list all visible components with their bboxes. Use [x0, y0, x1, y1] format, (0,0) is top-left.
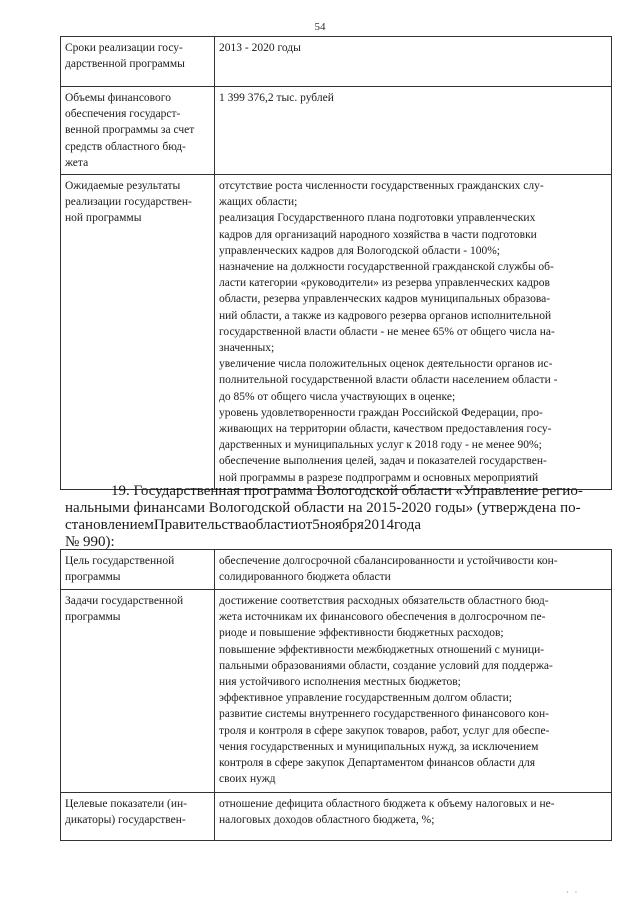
heading-line-4: № 990): — [65, 534, 115, 550]
row-value-cell — [215, 793, 612, 841]
row-value-cell — [215, 590, 612, 793]
value-line: уровень удовлетворенности граждан Российской Федерации, про- — [219, 406, 543, 419]
label-line: Целевые показатели (ин- — [65, 798, 188, 810]
value-line: до 85% от общего числа участвующих в оценке; — [219, 390, 456, 403]
value-line: троля и контроля в сфере закупок товаров, работ, услуг для обеспе- — [219, 724, 550, 737]
value-line: риоде и повышение эффективности бюджетных расходов; — [219, 627, 504, 640]
row-label-cell — [61, 550, 215, 590]
heading-word: года — [393, 517, 422, 533]
label-line: Объемы финансового — [65, 92, 171, 104]
value-line: живающих на территории области, качеством предоставления госу- — [219, 423, 552, 436]
value-line: кадров для организаций народного хозяйства в части подготовки — [219, 228, 537, 241]
value-line: ния устойчивого исполнения местных бюджетов; — [219, 676, 461, 689]
label-line: Сроки реализации госу- — [65, 42, 183, 54]
row-label-cell — [61, 37, 215, 87]
value-line: увеличение числа положительных оценок деятельности органов ис- — [219, 358, 553, 371]
label-line: венной программы за счет — [65, 124, 195, 137]
section-heading-19 — [65, 483, 605, 551]
heading-word: ноября — [319, 517, 364, 533]
table-row — [61, 87, 612, 175]
heading-word: Правительства — [153, 517, 249, 533]
table-row — [61, 550, 612, 590]
label-line: дикаторы) государствен- — [65, 814, 186, 827]
label-line: программы — [65, 611, 121, 624]
label-line: обеспечения государст- — [65, 108, 181, 121]
value-line: назначение на должности государственной гражданской службы об- — [219, 261, 554, 274]
program-passport-table-continued — [60, 36, 612, 490]
value-line: 1 399 376,2 тыс. рублей — [219, 92, 334, 104]
heading-word: от — [298, 517, 313, 533]
value-line: ний области, а также из кадрового резерва органов исполнительной — [219, 309, 552, 322]
heading-word: 2014 — [363, 517, 394, 533]
footer-marks: · · — [566, 888, 580, 897]
value-line: повышение эффективности межбюджетных отношений с муници- — [219, 643, 545, 656]
value-line: обеспечение долгосрочной сбалансированности и устойчивости кон- — [219, 555, 558, 567]
value-line: значенных; — [219, 342, 275, 355]
page-number: 54 — [314, 21, 326, 33]
value-line: области, резерва управленческих кадров муниципальных образова- — [219, 293, 551, 306]
value-line: ласти категории «руководители» из резерва управленческих кадров — [219, 277, 550, 290]
row-label-cell — [61, 175, 215, 490]
heading-word: становлением — [65, 517, 154, 533]
heading-line-2: нальными финансами Вологодской области на 2015-2020 годы» (утверждена по- — [65, 500, 581, 516]
value-line: дарственных и муниципальных услуг к 2018 году - не менее 90%; — [219, 439, 542, 452]
row-value-cell — [215, 550, 612, 590]
table-row — [61, 37, 612, 87]
heading-line-3 — [65, 517, 605, 534]
row-label-cell — [61, 87, 215, 175]
value-line: налоговых доходов областного бюджета, %; — [219, 814, 435, 827]
value-line: 2013 - 2020 годы — [219, 42, 301, 54]
value-line: своих нужд — [219, 773, 276, 786]
value-line: эффективное управление государственным долгом области; — [219, 692, 512, 705]
value-line: управленческих кадров для Вологодской области - 100%; — [219, 244, 500, 257]
value-line: солидированного бюджета области — [219, 571, 391, 584]
table-row — [61, 793, 612, 841]
value-line: жета источникам их финансового обеспечения в долгосрочном пе- — [219, 611, 546, 624]
label-line: жета — [65, 156, 89, 169]
value-line: государственной власти области - не менее 65% от общего числа на- — [219, 325, 555, 338]
value-line: ной программы в разрезе подпрограмм и основных мероприятий — [219, 471, 539, 484]
value-line: контроля в сфере закупок Департаментом финансов области для — [219, 757, 536, 770]
heading-line-1: 19. Государственная программа Вологодской области «Управление регио- — [111, 483, 583, 499]
row-label-cell — [61, 793, 215, 841]
value-line: реализация Государственного плана подготовки управленческих — [219, 212, 536, 225]
row-label-cell — [61, 590, 215, 793]
label-line: средств областного бюд- — [65, 140, 186, 153]
value-line: чения государственных и муниципальных нужд, за исключением — [219, 740, 539, 753]
value-line: жащих области; — [219, 196, 298, 209]
program-passport-table-19 — [60, 549, 612, 841]
label-line: Задачи государственной — [65, 595, 184, 607]
table-row — [61, 175, 612, 490]
value-line: обеспечение выполнения целей, задач и показателей государствен- — [219, 455, 547, 468]
value-line: отсутствие роста численности государственных гражданских слу- — [219, 180, 544, 193]
heading-word: 5 — [312, 517, 320, 533]
row-value-cell — [215, 175, 612, 490]
heading-word: области — [248, 517, 299, 533]
table-row — [61, 590, 612, 793]
label-line: реализации государствен- — [65, 196, 192, 209]
row-value-cell — [215, 87, 612, 175]
label-line: дарственной программы — [65, 58, 185, 71]
row-value-cell — [215, 37, 612, 87]
value-line: отношение дефицита областного бюджета к объему налоговых и не- — [219, 798, 555, 810]
label-line: Цель государственной — [65, 555, 175, 567]
value-line: полнительной государственной власти области населением области - — [219, 374, 558, 387]
value-line: развитие системы внутреннего государственного финансового кон- — [219, 708, 549, 721]
value-line: пальными образованиями области, создание условий для поддержа- — [219, 659, 553, 672]
value-line: достижение соответствия расходных обязательств областного бюд- — [219, 595, 549, 607]
label-line: программы — [65, 571, 121, 584]
label-line: ной программы — [65, 212, 142, 225]
label-line: Ожидаемые результаты — [65, 180, 181, 193]
